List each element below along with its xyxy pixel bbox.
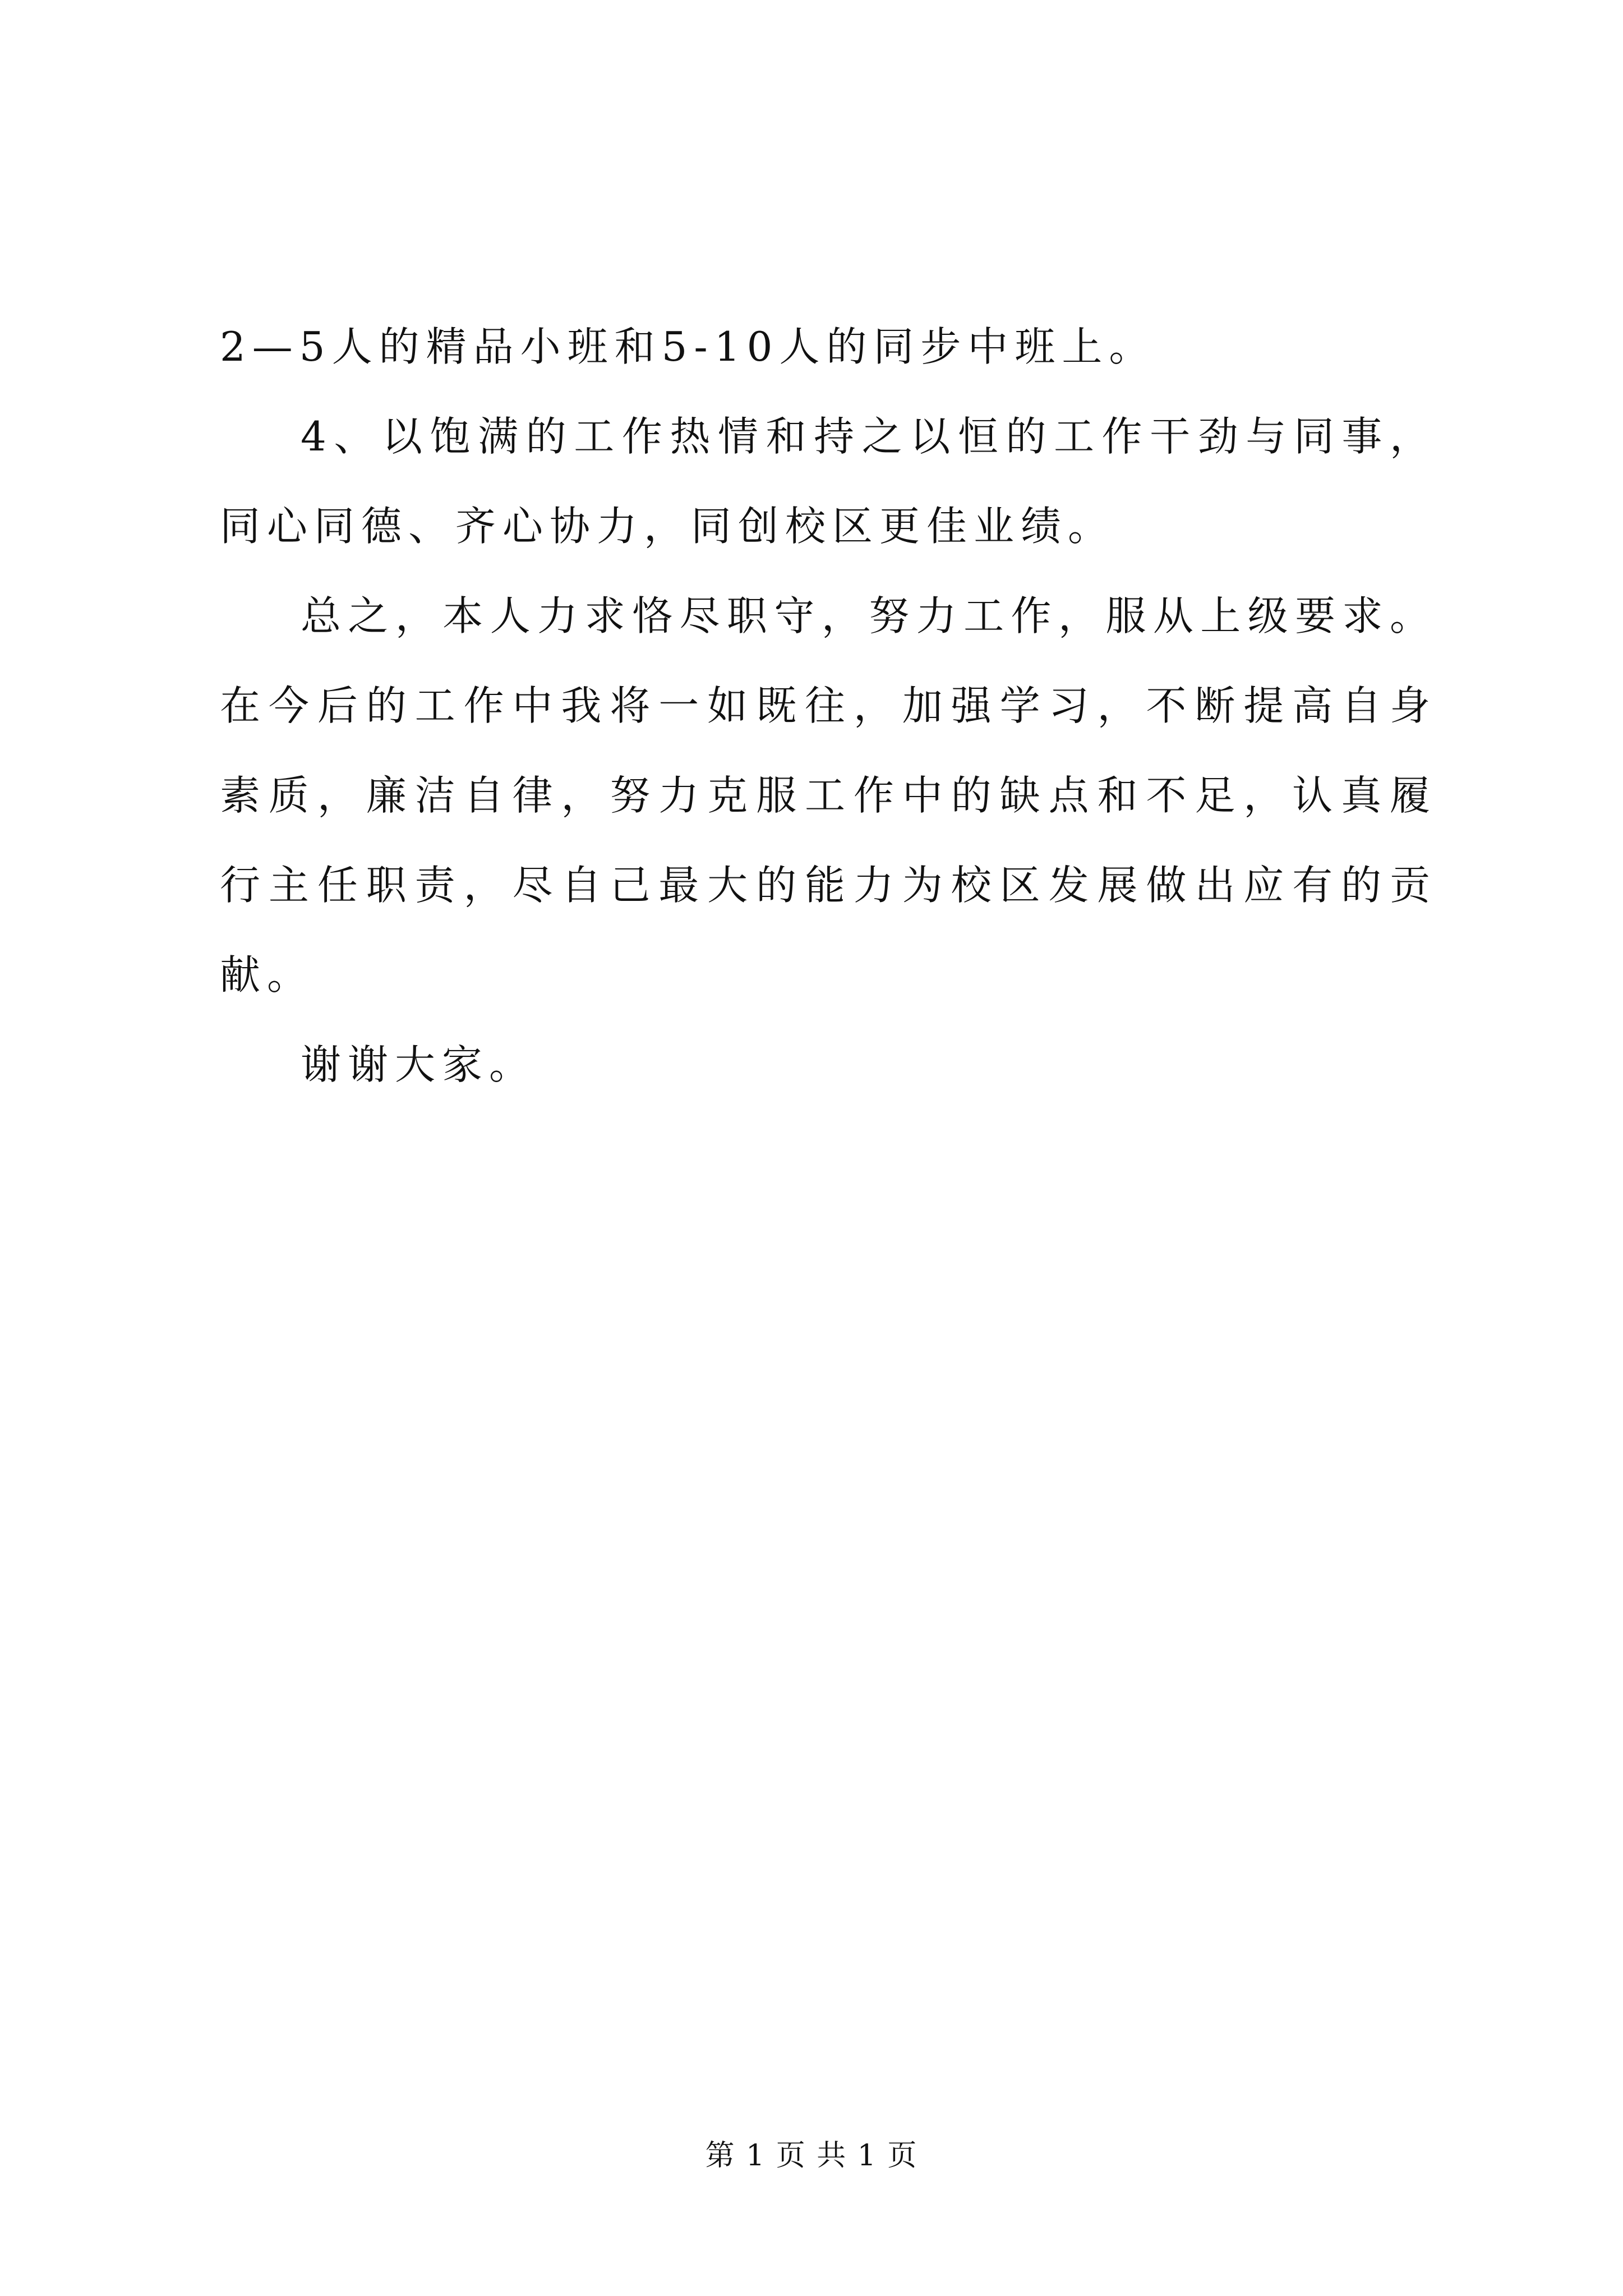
paragraph-item-4: 4、以饱满的工作热情和持之以恒的工作干劲与同事，同心同德、齐心协力，同创校区更佳业绩。: [220, 413, 1437, 550]
paragraph-thanks: 谢谢大家。: [301, 1041, 537, 1088]
document-body: [220, 302, 1437, 1110]
paragraph-continuation: 2—5人的精品小班和5-10人的同步中班上。: [220, 323, 1156, 370]
page-footer: 第 1 页 共 1 页: [705, 2139, 918, 2173]
paragraph-summary: 总之，本人力求恪尽职守，努力工作，服从上级要求。在今后的工作中我将一如既往，加强学习，不断提高自身素质，廉洁自律，努力克服工作中的缺点和不足，认真履行主任职责，尽自己最大的能力为校区发展做出应有的贡献。: [220, 592, 1437, 999]
